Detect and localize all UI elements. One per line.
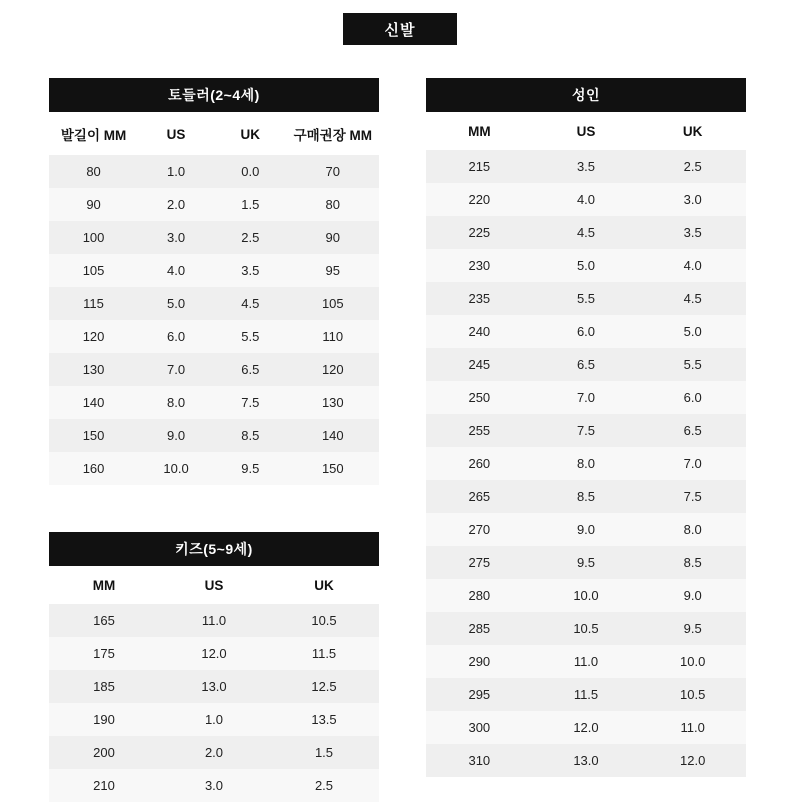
cell: 215 — [426, 150, 533, 183]
kids-size-block — [49, 532, 379, 802]
cell: 130 — [49, 353, 138, 386]
adult-table-head — [426, 112, 746, 150]
adult-size-table — [426, 112, 746, 777]
cell: 290 — [426, 645, 533, 678]
cell: 11.5 — [533, 678, 640, 711]
cell: 2.5 — [214, 221, 287, 254]
cell: 9.0 — [533, 513, 640, 546]
cell: 3.0 — [138, 221, 214, 254]
cell: 250 — [426, 381, 533, 414]
cell: 165 — [49, 604, 159, 637]
cell: 255 — [426, 414, 533, 447]
table-row — [49, 769, 379, 802]
table-row — [49, 386, 379, 419]
cell: 8.0 — [533, 447, 640, 480]
cell: 3.5 — [533, 150, 640, 183]
cell: 285 — [426, 612, 533, 645]
cell: 300 — [426, 711, 533, 744]
toddler-col-uk: UK — [214, 112, 287, 155]
adult-size-block — [426, 78, 746, 777]
cell: 3.5 — [214, 254, 287, 287]
table-row — [426, 447, 746, 480]
kids-table-title: 키즈(5~9세) — [49, 532, 379, 566]
cell: 130 — [287, 386, 379, 419]
cell: 10.0 — [138, 452, 214, 485]
cell: 225 — [426, 216, 533, 249]
cell: 6.5 — [639, 414, 746, 447]
table-row — [426, 711, 746, 744]
table-row — [426, 678, 746, 711]
kids-header-row — [49, 566, 379, 604]
cell: 105 — [287, 287, 379, 320]
cell: 260 — [426, 447, 533, 480]
cell: 11.5 — [269, 637, 379, 670]
cell: 110 — [287, 320, 379, 353]
cell: 11.0 — [639, 711, 746, 744]
cell: 265 — [426, 480, 533, 513]
table-row — [426, 612, 746, 645]
cell: 10.5 — [533, 612, 640, 645]
cell: 6.0 — [533, 315, 640, 348]
cell: 9.5 — [214, 452, 287, 485]
cell: 1.0 — [159, 703, 269, 736]
cell: 80 — [287, 188, 379, 221]
cell: 70 — [287, 155, 379, 188]
kids-col-uk: UK — [269, 566, 379, 604]
cell: 235 — [426, 282, 533, 315]
cell: 13.0 — [159, 670, 269, 703]
table-row — [426, 183, 746, 216]
cell: 8.0 — [639, 513, 746, 546]
toddler-size-block — [49, 78, 379, 485]
toddler-table-title: 토들러(2~4세) — [49, 78, 379, 112]
cell: 230 — [426, 249, 533, 282]
table-row — [49, 353, 379, 386]
cell: 5.5 — [214, 320, 287, 353]
cell: 8.5 — [639, 546, 746, 579]
cell: 13.0 — [533, 744, 640, 777]
cell: 3.5 — [639, 216, 746, 249]
cell: 5.5 — [533, 282, 640, 315]
cell: 2.0 — [159, 736, 269, 769]
cell: 9.5 — [639, 612, 746, 645]
kids-table-head — [49, 566, 379, 604]
table-row — [49, 419, 379, 452]
cell: 7.5 — [214, 386, 287, 419]
toddler-table-head — [49, 112, 379, 155]
cell: 7.5 — [533, 414, 640, 447]
table-row — [426, 249, 746, 282]
page-title: 신발 — [343, 13, 457, 45]
cell: 4.5 — [533, 216, 640, 249]
cell: 200 — [49, 736, 159, 769]
toddler-col-us: US — [138, 112, 214, 155]
cell: 7.0 — [138, 353, 214, 386]
adult-table-title: 성인 — [426, 78, 746, 112]
toddler-col-mm: 발길이 MM — [49, 112, 138, 155]
table-row — [49, 637, 379, 670]
cell: 1.5 — [269, 736, 379, 769]
cell: 1.0 — [138, 155, 214, 188]
column-spacer — [49, 485, 379, 532]
cell: 9.0 — [138, 419, 214, 452]
cell: 245 — [426, 348, 533, 381]
cell: 3.0 — [159, 769, 269, 802]
table-row — [426, 480, 746, 513]
cell: 0.0 — [214, 155, 287, 188]
cell: 275 — [426, 546, 533, 579]
cell: 4.5 — [639, 282, 746, 315]
cell: 2.5 — [639, 150, 746, 183]
cell: 6.0 — [639, 381, 746, 414]
toddler-size-table — [49, 112, 379, 485]
table-row — [49, 320, 379, 353]
cell: 5.0 — [138, 287, 214, 320]
toddler-header-row — [49, 112, 379, 155]
toddler-col-recommended-mm: 구매권장 MM — [287, 112, 379, 155]
adult-table-body — [426, 150, 746, 777]
cell: 80 — [49, 155, 138, 188]
table-row — [426, 315, 746, 348]
cell: 2.0 — [138, 188, 214, 221]
table-row — [426, 414, 746, 447]
table-row — [49, 452, 379, 485]
table-row — [49, 670, 379, 703]
cell: 9.0 — [639, 579, 746, 612]
cell: 7.5 — [639, 480, 746, 513]
table-row — [49, 221, 379, 254]
cell: 12.0 — [159, 637, 269, 670]
cell: 10.0 — [533, 579, 640, 612]
table-row — [426, 282, 746, 315]
cell: 185 — [49, 670, 159, 703]
kids-table-body — [49, 604, 379, 802]
adult-header-row — [426, 112, 746, 150]
cell: 240 — [426, 315, 533, 348]
cell: 280 — [426, 579, 533, 612]
right-column — [426, 78, 746, 777]
table-row — [49, 703, 379, 736]
cell: 12.5 — [269, 670, 379, 703]
cell: 5.0 — [639, 315, 746, 348]
cell: 90 — [287, 221, 379, 254]
cell: 160 — [49, 452, 138, 485]
table-row — [426, 348, 746, 381]
cell: 100 — [49, 221, 138, 254]
kids-col-mm: MM — [49, 566, 159, 604]
cell: 10.0 — [639, 645, 746, 678]
cell: 7.0 — [533, 381, 640, 414]
cell: 9.5 — [533, 546, 640, 579]
table-row — [426, 381, 746, 414]
cell: 6.0 — [138, 320, 214, 353]
table-row — [426, 150, 746, 183]
table-row — [49, 604, 379, 637]
cell: 140 — [49, 386, 138, 419]
cell: 2.5 — [269, 769, 379, 802]
table-row — [426, 744, 746, 777]
table-row — [49, 254, 379, 287]
cell: 8.5 — [214, 419, 287, 452]
cell: 150 — [287, 452, 379, 485]
cell: 190 — [49, 703, 159, 736]
table-row — [49, 287, 379, 320]
cell: 13.5 — [269, 703, 379, 736]
kids-size-table — [49, 566, 379, 802]
cell: 10.5 — [269, 604, 379, 637]
cell: 5.5 — [639, 348, 746, 381]
cell: 12.0 — [639, 744, 746, 777]
cell: 4.0 — [639, 249, 746, 282]
adult-col-uk: UK — [639, 112, 746, 150]
cell: 295 — [426, 678, 533, 711]
table-row — [426, 645, 746, 678]
table-row — [49, 736, 379, 769]
cell: 105 — [49, 254, 138, 287]
cell: 11.0 — [533, 645, 640, 678]
cell: 270 — [426, 513, 533, 546]
cell: 95 — [287, 254, 379, 287]
cell: 4.5 — [214, 287, 287, 320]
table-row — [426, 546, 746, 579]
table-row — [426, 513, 746, 546]
table-row — [426, 216, 746, 249]
cell: 6.5 — [533, 348, 640, 381]
cell: 140 — [287, 419, 379, 452]
cell: 210 — [49, 769, 159, 802]
cell: 120 — [287, 353, 379, 386]
cell: 8.5 — [533, 480, 640, 513]
cell: 5.0 — [533, 249, 640, 282]
cell: 175 — [49, 637, 159, 670]
cell: 220 — [426, 183, 533, 216]
kids-col-us: US — [159, 566, 269, 604]
cell: 150 — [49, 419, 138, 452]
cell: 8.0 — [138, 386, 214, 419]
cell: 7.0 — [639, 447, 746, 480]
cell: 11.0 — [159, 604, 269, 637]
left-column — [49, 78, 379, 802]
cell: 10.5 — [639, 678, 746, 711]
cell: 4.0 — [138, 254, 214, 287]
adult-col-us: US — [533, 112, 640, 150]
cell: 120 — [49, 320, 138, 353]
cell: 1.5 — [214, 188, 287, 221]
cell: 12.0 — [533, 711, 640, 744]
table-row — [49, 188, 379, 221]
adult-col-mm: MM — [426, 112, 533, 150]
cell: 310 — [426, 744, 533, 777]
table-row — [426, 579, 746, 612]
table-row — [49, 155, 379, 188]
cell: 4.0 — [533, 183, 640, 216]
toddler-table-body — [49, 155, 379, 485]
cell: 3.0 — [639, 183, 746, 216]
cell: 6.5 — [214, 353, 287, 386]
cell: 90 — [49, 188, 138, 221]
cell: 115 — [49, 287, 138, 320]
